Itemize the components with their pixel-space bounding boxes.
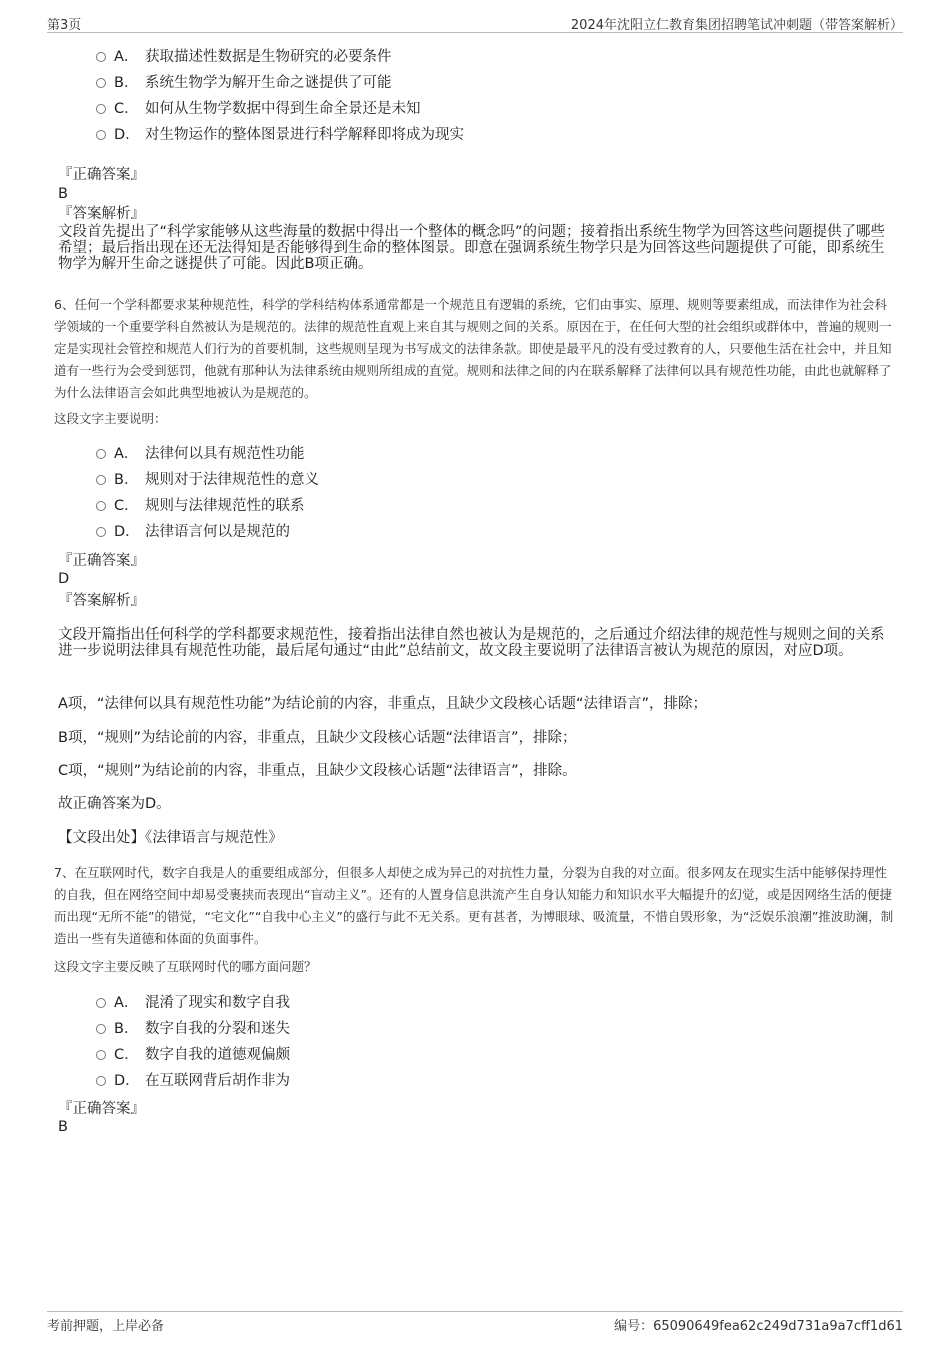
page-number: 第3页	[47, 18, 82, 33]
q7-option-b[interactable]: B． 数字自我的分裂和迷失	[96, 1016, 290, 1042]
radio-icon[interactable]	[96, 475, 106, 485]
radio-icon[interactable]	[96, 527, 106, 537]
q5-answer: B	[58, 186, 68, 202]
radio-icon[interactable]	[96, 1024, 106, 1034]
q7-option-d[interactable]: D． 在互联网背后胡作非为	[96, 1068, 290, 1094]
q7-answer-label: 『正确答案』	[58, 1101, 145, 1117]
q6-stem: 这段文字主要说明：	[54, 411, 167, 426]
radio-icon[interactable]	[96, 449, 106, 459]
q5-option-d[interactable]: D． 对生物运作的整体图景进行科学解释即将成为现实	[96, 122, 464, 148]
q7-option-a[interactable]: A． 混淆了现实和数字自我	[96, 990, 290, 1016]
document-code: 编号：65090649fea62c249d731a9a7cff1d61	[614, 1319, 903, 1334]
q5-analysis-label: 『答案解析』	[58, 206, 145, 222]
q6-option-b[interactable]: B． 规则对于法律规范性的意义	[96, 467, 319, 493]
q5-answer-label: 『正确答案』	[58, 167, 145, 183]
q5-option-c[interactable]: C． 如何从生物学数据中得到生命全景还是未知	[96, 96, 464, 122]
document-title: 2024年沈阳立仁教育集团招聘笔试冲刺题（带答案解析）	[570, 18, 903, 33]
q5-option-a[interactable]: A． 获取描述性数据是生物研究的必要条件	[96, 44, 464, 70]
radio-icon[interactable]	[96, 104, 106, 114]
q6-options	[96, 441, 319, 545]
q7-passage: 7、在互联网时代，数字自我是人的重要组成部分，但很多人却使之成为异己的对抗性力量，分裂为自我的对立面。很多网友在现实生活中能够保持理性的自我，但在网络空间中却易受裹挟而表现出“盲动主义”。还有的人置身信息洪流产生自身认知能力和知识水平大幅提升的幻觉，或是因网络生活的便捷而出现“无所不能”的错觉，“宅文化”“自我中心主义”的盛行与此不无关系。更有甚者，为博眼球、吸流量，不惜自毁形象，为“泛娱乐浪潮”推波助澜，制造出一些有失道德和体面的负面事件。	[54, 865, 894, 946]
radio-icon[interactable]	[96, 1050, 106, 1060]
q6-option-c-note: C项，“规则”为结论前的内容，非重点，且缺少文段核心话题“法律语言”，排除。	[58, 763, 577, 779]
page-footer	[47, 1311, 903, 1336]
radio-icon[interactable]	[96, 78, 106, 88]
q6-analysis-label: 『答案解析』	[58, 593, 145, 609]
q5-analysis-text: 文段首先提出了“科学家能够从这些海量的数据中得出一个整体的概念吗”的问题；接着指出系统生物学为回答这些问题提供了哪些希望；最后指出现在还无法得知是否能够得到生命的整体图景。即意在强调系统生物学只是为回答这些问题提供了可能，即系统生物学为解开生命之谜提供了可能。因此B项正确。	[58, 224, 886, 272]
radio-icon[interactable]	[96, 1076, 106, 1086]
q6-source: 【文段出处】《法律语言与规范性》	[58, 830, 283, 846]
q7-stem: 这段文字主要反映了互联网时代的哪方面问题？	[54, 959, 317, 974]
q6-answer: D	[58, 571, 70, 587]
q6-option-b-note: B项，“规则”为结论前的内容，非重点，且缺少文段核心话题“法律语言”，排除；	[58, 730, 577, 746]
footer-slogan: 考前押题，上岸必备	[47, 1319, 165, 1334]
q6-option-c[interactable]: C． 规则与法律规范性的联系	[96, 493, 319, 519]
q6-conclusion: 故正确答案为D。	[58, 796, 171, 812]
q6-option-a[interactable]: A． 法律何以具有规范性功能	[96, 441, 319, 467]
q6-analysis-text: 文段开篇指出任何科学的学科都要求规范性，接着指出法律自然也被认为是规范的，之后通过介绍法律的规范性与规则之间的关系进一步说明法律具有规范性功能，最后尾句通过“由此”总结前文，故文段主要说明了法律语言被认为规范的原因，对应D项。	[58, 627, 885, 659]
radio-icon[interactable]	[96, 130, 106, 140]
q6-option-d[interactable]: D． 法律语言何以是规范的	[96, 519, 319, 545]
q7-options	[96, 990, 290, 1094]
radio-icon[interactable]	[96, 998, 106, 1008]
q5-option-b[interactable]: B． 系统生物学为解开生命之谜提供了可能	[96, 70, 464, 96]
q7-answer: B	[58, 1119, 68, 1135]
q6-passage: 6、任何一个学科都要求某种规范性，科学的学科结构体系通常都是一个规范且有逻辑的系统，它们由事实、原理、规则等要素组成，而法律作为社会科学领域的一个重要学科自然被认为是规范的。法律的规范性直观上来自其与规则之间的关系。原因在于，在任何大型的社会组织或群体中，普遍的规则一定是实现社会管控和规范人们行为的首要机制，这些规则呈现为书写成文的法律条款。即使是最平凡的没有受过教育的人，只要他生活在社会中，并且知道有一些行为会受到惩罚，他就有那种认为法律系统由规则所组成的直觉。规则和法律之间的内在联系解释了法律何以具有规范性功能，由此也就解释了为什么法律语言会如此典型地被认为是规范的。	[54, 297, 892, 400]
q6-option-a-note: A项，“法律何以具有规范性功能”为结论前的内容，非重点，且缺少文段核心话题“法律语言”，排除；	[58, 696, 707, 712]
q5-options	[96, 44, 464, 148]
q6-answer-label: 『正确答案』	[58, 553, 145, 569]
radio-icon[interactable]	[96, 52, 106, 62]
radio-icon[interactable]	[96, 501, 106, 511]
q7-option-c[interactable]: C． 数字自我的道德观偏颇	[96, 1042, 290, 1068]
page-header	[47, 12, 903, 33]
